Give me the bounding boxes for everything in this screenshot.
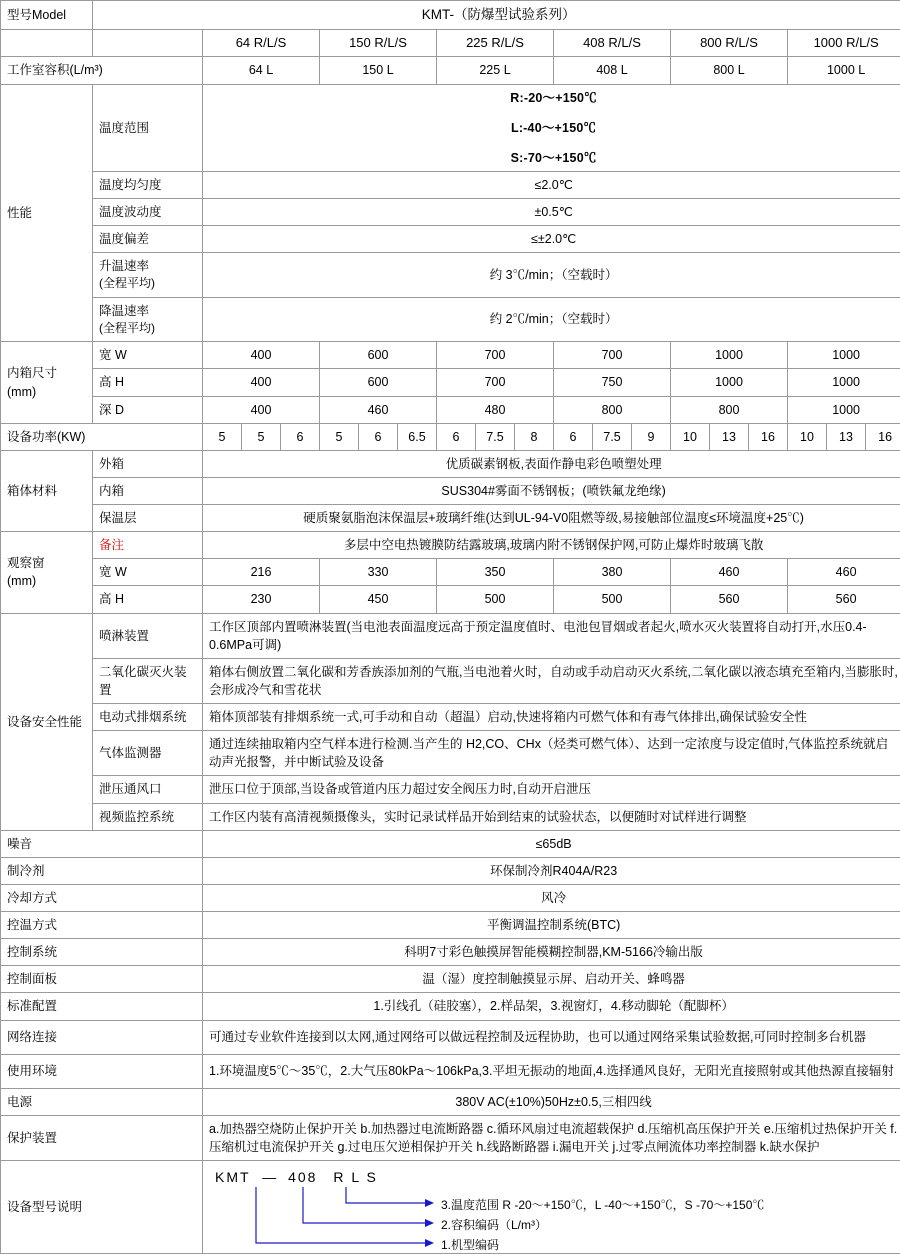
table-row-model-columns xyxy=(1,29,900,57)
table-row-uniformity xyxy=(1,171,900,198)
gas-monitor-label: 气体监测器 xyxy=(93,731,203,776)
table-row-cooling-rate xyxy=(1,297,900,342)
power-225-2: 7.5 xyxy=(476,423,515,450)
temp-range-values xyxy=(203,84,900,171)
table-row-environment xyxy=(1,1054,900,1088)
table-row-temp-range xyxy=(1,84,900,171)
table-row-network xyxy=(1,1020,900,1054)
table-row-window-height xyxy=(1,586,900,613)
window-height-408: 500 xyxy=(554,586,671,613)
chamber-volume-label: 工作室容积(L/m³) xyxy=(1,57,203,84)
power-supply-label: 电源 xyxy=(1,1088,203,1115)
code-r: R xyxy=(333,1168,346,1185)
heating-rate-label xyxy=(93,253,203,298)
cooling-rate-title: 降温速率 xyxy=(99,303,150,318)
smoke-exhaust-value: 箱体顶部装有排烟系统一式,可手动和自动（超温）启动,快速将箱内可燃气体和有毒气体排出,确保试验安全性 xyxy=(203,704,900,731)
model-note-3: 3.温度范围 R -20～+150℃，L -40～+150℃，S -70～+150℃ xyxy=(441,1197,765,1212)
power-1000-2: 13 xyxy=(827,423,866,450)
chamber-volume-150: 150 L xyxy=(320,57,437,84)
power-150-1: 5 xyxy=(320,423,359,450)
power-64-2: 5 xyxy=(242,423,281,450)
heating-rate-sub: (全程平均) xyxy=(99,276,155,291)
inner-depth-408: 800 xyxy=(554,396,671,423)
table-row-window-remark xyxy=(1,532,900,559)
power-1000-1: 10 xyxy=(788,423,827,450)
inner-depth-225: 480 xyxy=(437,396,554,423)
empty-cell xyxy=(1,29,93,57)
standard-config-value: 1.引线孔（硅胶塞），2.样品架，3.视窗灯，4.移动脚轮（配脚杯） xyxy=(203,993,900,1020)
table-row-model-explain xyxy=(1,1160,900,1253)
window-title: 观察窗 xyxy=(7,556,45,571)
heating-rate-value: 约 3℃/min；（空载时） xyxy=(203,253,900,298)
cooling-method-label: 冷却方式 xyxy=(1,884,203,911)
pressure-relief-label: 泄压通风口 xyxy=(93,776,203,803)
inner-size-title: 内箱尺寸 xyxy=(7,366,58,381)
table-row-window-width xyxy=(1,559,900,586)
network-value: 可通过专业软件连接到以太网,通过网络可以做远程控制及远程协助，也可以通过网络采集试验数据,可同时控制多台机器 xyxy=(203,1020,900,1054)
insulation-value: 硬质聚氨脂泡沫保温层+玻璃纤维(达到UL-94-V0阻燃等级,易接触部位温度≤环境温度+25℃) xyxy=(203,505,900,532)
protection-label: 保护装置 xyxy=(1,1115,203,1160)
power-225-1: 6 xyxy=(437,423,476,450)
model-explain-diagram-cell xyxy=(203,1160,900,1253)
fluctuation-label: 温度波动度 xyxy=(93,199,203,226)
deviation-value: ≤±2.0℃ xyxy=(203,226,900,253)
temp-control-label: 控温方式 xyxy=(1,912,203,939)
table-row-pressure-relief xyxy=(1,776,900,803)
model-label: 型号Model xyxy=(1,1,93,30)
window-remark-value: 多层中空电热镀膜防结露玻璃,玻璃内附不锈钢保护网,可防止爆炸时玻璃飞散 xyxy=(203,532,900,559)
power-label: 设备功率(KW) xyxy=(1,423,203,450)
window-height-1000: 560 xyxy=(788,586,900,613)
table-row-control-panel xyxy=(1,966,900,993)
spray-system-value: 工作区顶部内置喷淋装置(当电池表面温度远高于预定温度值时、电池包冒烟或者起火,喷水灭火装置将自动打开,水压0.4-0.6MPa可调) xyxy=(203,613,900,658)
co2-system-label: 二氧化碳灭火装置 xyxy=(93,658,203,703)
model-explain-label: 设备型号说明 xyxy=(1,1160,203,1253)
model-note-1: 1.机型编码 xyxy=(441,1237,500,1252)
power-408-2: 7.5 xyxy=(593,423,632,450)
temp-control-value: 平衡调温控制系统(BTC) xyxy=(203,912,900,939)
chamber-volume-225: 225 L xyxy=(437,57,554,84)
table-row-fluctuation xyxy=(1,199,900,226)
model-column-1000: 1000 R/L/S xyxy=(788,29,900,57)
table-row-standard-config xyxy=(1,993,900,1020)
power-supply-value: 380V AC(±10%)50Hz±0.5,三相四线 xyxy=(203,1088,900,1115)
control-system-value: 科明7寸彩色触摸屏智能模糊控制器,KM-5166冷输出版 xyxy=(203,939,900,966)
standard-config-label: 标准配置 xyxy=(1,993,203,1020)
temp-range-s: S:-70～+150℃ xyxy=(510,150,597,165)
inner-height-225: 700 xyxy=(437,369,554,396)
table-row-gas-monitor xyxy=(1,731,900,776)
code-s: S xyxy=(366,1168,378,1185)
table-row-inner-depth xyxy=(1,396,900,423)
environment-value: 1.环境温度5℃～35℃，2.大气压80kPa～106kPa,3.平坦无振动的地面,4.选择通风良好，无阳光直接照射或其他热源直接辐射 xyxy=(203,1054,900,1088)
inner-box-value: SUS304#雾面不锈钢板；(喷铁氟龙绝缘) xyxy=(203,477,900,504)
video-monitor-label: 视频监控系统 xyxy=(93,803,203,830)
table-row-cooling-method xyxy=(1,884,900,911)
outer-box-label: 外箱 xyxy=(93,450,203,477)
inner-depth-800: 800 xyxy=(671,396,788,423)
table-row-heating-rate xyxy=(1,253,900,298)
model-column-150: 150 R/L/S xyxy=(320,29,437,57)
inner-depth-150: 460 xyxy=(320,396,437,423)
cooling-method-value: 风冷 xyxy=(203,884,900,911)
control-system-label: 控制系统 xyxy=(1,939,203,966)
inner-height-150: 600 xyxy=(320,369,437,396)
protection-value: a.加热器空烧防止保护开关 b.加热器过电流断路器 c.循环风扇过电流超载保护 d.压缩机高压保护开关 e.压缩机过热保护开关 f.压缩机过电流保护开关 g.过电压欠逆相保护开关 h.线路断路器 i.漏电开关 j.过零点闸流体功率控制器 k.缺水保护 xyxy=(203,1115,900,1160)
temp-range-l: L:-40～+150℃ xyxy=(510,120,597,135)
inner-height-408: 750 xyxy=(554,369,671,396)
inner-width-64: 400 xyxy=(203,342,320,369)
inner-size-label xyxy=(1,342,93,423)
table-row-inner-box xyxy=(1,477,900,504)
table-row-outer-box xyxy=(1,450,900,477)
window-width-800: 460 xyxy=(671,559,788,586)
window-height-64: 230 xyxy=(203,586,320,613)
table-row-power xyxy=(1,423,900,450)
table-row-protection xyxy=(1,1115,900,1160)
window-width-225: 350 xyxy=(437,559,554,586)
window-remark-label: 备注 xyxy=(93,532,203,559)
window-width-64: 216 xyxy=(203,559,320,586)
table-row-video-monitor xyxy=(1,803,900,830)
inner-size-unit: (mm) xyxy=(7,384,37,399)
inner-height-1000: 1000 xyxy=(788,369,900,396)
model-column-64: 64 R/L/S xyxy=(203,29,320,57)
insulation-label: 保温层 xyxy=(93,505,203,532)
table-row-smoke-exhaust xyxy=(1,704,900,731)
network-label: 网络连接 xyxy=(1,1020,203,1054)
chamber-volume-1000: 1000 L xyxy=(788,57,900,84)
window-width-408: 380 xyxy=(554,559,671,586)
table-row-header-model xyxy=(1,1,900,30)
spray-system-label: 喷淋装置 xyxy=(93,613,203,658)
pressure-relief-value: 泄压口位于顶部,当设备或管道内压力超过安全阀压力时,自动开启泄压 xyxy=(203,776,900,803)
refrigerant-label: 制冷剂 xyxy=(1,857,203,884)
power-64-3: 6 xyxy=(281,423,320,450)
model-note-2: 2.容积编码（L/m³） xyxy=(441,1217,548,1232)
inner-width-225: 700 xyxy=(437,342,554,369)
cooling-rate-sub: (全程平均) xyxy=(99,320,155,335)
materials-label: 箱体材料 xyxy=(1,450,93,531)
table-row-spray-system xyxy=(1,613,900,658)
environment-label: 使用环境 xyxy=(1,1054,203,1088)
power-408-3: 9 xyxy=(632,423,671,450)
gas-monitor-value: 通过连续抽取箱内空气样本进行检测.当产生的 H2,CO、CHx（烃类可燃气体）、达到一定浓度与设定值时,气体监控系统就启动声光报警，并中断试验及设备 xyxy=(203,731,900,776)
power-225-3: 8 xyxy=(515,423,554,450)
window-height-225: 500 xyxy=(437,586,554,613)
inner-depth-1000: 1000 xyxy=(788,396,900,423)
model-column-408: 408 R/L/S xyxy=(554,29,671,57)
window-height-800: 560 xyxy=(671,586,788,613)
table-row-control-system xyxy=(1,939,900,966)
cooling-rate-value: 约 2℃/min；（空载时） xyxy=(203,297,900,342)
fluctuation-value: ±0.5℃ xyxy=(203,199,900,226)
code-number: 408 xyxy=(288,1168,318,1185)
power-800-3: 16 xyxy=(749,423,788,450)
table-row-deviation xyxy=(1,226,900,253)
cooling-rate-label xyxy=(93,297,203,342)
chamber-volume-64: 64 L xyxy=(203,57,320,84)
table-row-power-supply xyxy=(1,1088,900,1115)
power-1000-3: 16 xyxy=(866,423,900,450)
inner-depth-label: 深 D xyxy=(93,396,203,423)
code-l: L xyxy=(351,1168,361,1185)
window-unit: (mm) xyxy=(7,574,37,589)
table-row-temp-control xyxy=(1,912,900,939)
model-column-225: 225 R/L/S xyxy=(437,29,554,57)
temp-range-label: 温度范围 xyxy=(93,84,203,171)
inner-width-150: 600 xyxy=(320,342,437,369)
control-panel-label: 控制面板 xyxy=(1,966,203,993)
power-64-1: 5 xyxy=(203,423,242,450)
window-label xyxy=(1,532,93,613)
noise-value: ≤65dB xyxy=(203,830,900,857)
co2-system-value: 箱体右侧放置二氧化碳和芳香族添加剂的气瓶,当电池着火时，自动或手动启动灭火系统,二氧化碳以液态填充至箱内,当膨胀时,会形成冷气和雪花状 xyxy=(203,658,900,703)
power-800-2: 13 xyxy=(710,423,749,450)
smoke-exhaust-label: 电动式排烟系统 xyxy=(93,704,203,731)
empty-cell xyxy=(93,29,203,57)
safety-label: 设备安全性能 xyxy=(1,613,93,830)
inner-width-1000: 1000 xyxy=(788,342,900,369)
table-row-chamber-volume xyxy=(1,57,900,84)
window-width-1000: 460 xyxy=(788,559,900,586)
code-dash: — xyxy=(262,1168,277,1185)
power-408-1: 6 xyxy=(554,423,593,450)
refrigerant-value: 环保制冷剂R404A/R23 xyxy=(203,857,900,884)
power-150-3: 6.5 xyxy=(398,423,437,450)
outer-box-value: 优质碳素钢板,表面作静电彩色喷塑处理 xyxy=(203,450,900,477)
table-row-noise xyxy=(1,830,900,857)
power-150-2: 6 xyxy=(359,423,398,450)
window-width-150: 330 xyxy=(320,559,437,586)
model-code-diagram xyxy=(203,1161,900,1253)
inner-height-800: 1000 xyxy=(671,369,788,396)
table-row-inner-width xyxy=(1,342,900,369)
uniformity-value: ≤2.0℃ xyxy=(203,171,900,198)
inner-height-label: 高 H xyxy=(93,369,203,396)
control-panel-value: 温（湿）度控制触摸显示屏、启动开关、蜂鸣器 xyxy=(203,966,900,993)
window-width-label: 宽 W xyxy=(93,559,203,586)
video-monitor-value: 工作区内装有高清视频摄像头，实时记录试样品开始到结束的试验状态，以便随时对试样进行调整 xyxy=(203,803,900,830)
deviation-label: 温度偏差 xyxy=(93,226,203,253)
inner-width-label: 宽 W xyxy=(93,342,203,369)
inner-width-408: 700 xyxy=(554,342,671,369)
power-800-1: 10 xyxy=(671,423,710,450)
series-title: KMT-（防爆型试验系列） xyxy=(93,1,900,30)
chamber-volume-800: 800 L xyxy=(671,57,788,84)
temp-range-r: R:-20～+150℃ xyxy=(510,90,597,105)
uniformity-label: 温度均匀度 xyxy=(93,171,203,198)
window-height-label: 高 H xyxy=(93,586,203,613)
model-column-800: 800 R/L/S xyxy=(671,29,788,57)
inner-height-64: 400 xyxy=(203,369,320,396)
performance-label: 性能 xyxy=(1,84,93,342)
heating-rate-title: 升温速率 xyxy=(99,259,150,274)
chamber-volume-408: 408 L xyxy=(554,57,671,84)
noise-label: 噪音 xyxy=(1,830,203,857)
inner-width-800: 1000 xyxy=(671,342,788,369)
inner-box-label: 内箱 xyxy=(93,477,203,504)
table-row-insulation xyxy=(1,505,900,532)
table-row-refrigerant xyxy=(1,857,900,884)
window-height-150: 450 xyxy=(320,586,437,613)
code-prefix: KMT xyxy=(215,1168,251,1185)
table-row-inner-height xyxy=(1,369,900,396)
inner-depth-64: 400 xyxy=(203,396,320,423)
table-row-co2-system xyxy=(1,658,900,703)
